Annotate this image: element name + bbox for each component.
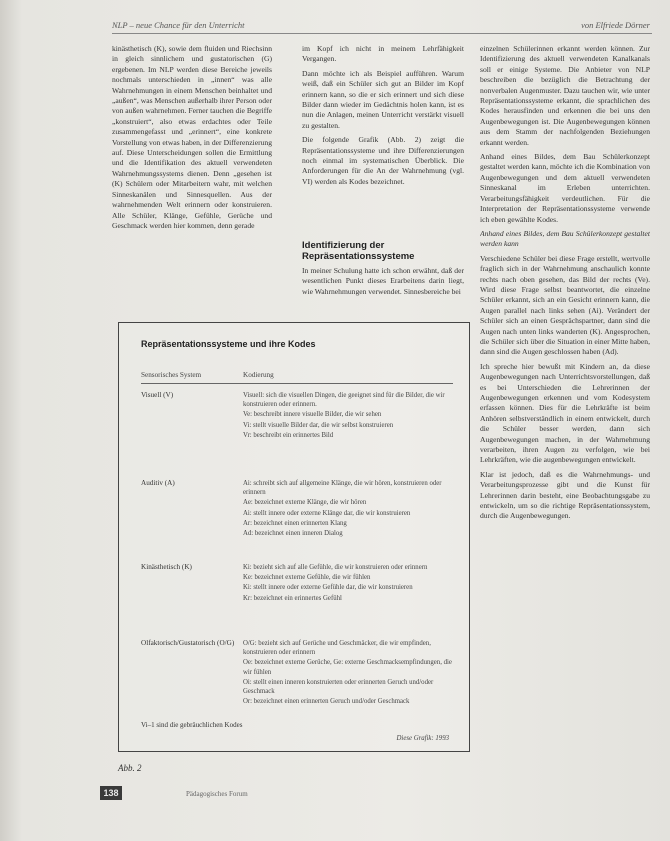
column-header-system: Sensorisches System [141,371,202,379]
paragraph: Dann möchte ich als Beispiel aufführen. Warum weiß, daß ein Schüler sich gut an Bilder im Kopf erinnern kann, so die er sich erinnert und sich diese Bilder dann wieder im Gedächtnis holen kann, ist es nun die Anlagen, meinen Unterricht verstärkt visuell zu gestalten. [302,68,464,130]
coding-line: Vr: beschreibt ein erinnertes Bild [243,431,334,439]
page-number: 138 [100,786,122,800]
coding-line: Ai: schreibt sich auf allgemeine Klänge, die wir hören, konstruieren oder erinnern [243,480,442,497]
coding-line: Ad: bezeichnet einen inneren Dialog [243,530,343,538]
running-head-left: NLP – neue Chance für den Unterricht [112,20,245,30]
coding-line: Vi: stellt visuelle Bilder dar, die wir selbst konstruieren [243,421,394,429]
coding-line: Oi: stellt einen inneren konstruierten oder erinnerten Geruch und/oder Geschmack [243,678,434,696]
system-label-auditory: Auditiv (A) [141,479,175,487]
coding-list-auditory [243,479,459,539]
coding-line: Ki: stellt innere oder externe Gefühle dar, die wir konstruieren [243,584,413,592]
coding-line: Ar: bezeichnet einen erinnerten Klang [243,519,347,527]
paragraph: Die folgende Grafik (Abb. 2) zeigt die Repräsentationssysteme und ihre Differenzierungen noch einmal im systematischen Überblick. Die Anforderungen für die An der Wahrnehmung (vgl. VI) werden als Kodes bezeichnet. [302,135,464,186]
table-rule [141,383,453,384]
figure-box [118,322,470,752]
coding-line: Kr: bezeichnet ein erinnertes Gefühl [243,594,342,602]
running-head-right: von Elfriede Dörner [581,20,650,30]
coding-list-olfactory [243,639,459,707]
system-label-olfactory: Olfaktorisch/Gustatorisch (O/G) [141,639,235,647]
figure-source: Diese Grafik: 1993 [396,735,449,742]
text-column-1 [112,44,272,296]
coding-line: Oe: bezeichnet externe Gerüche, Ge: externe Geschmacksempfindungen, die wir fühlen [243,659,452,676]
coding-list-visual [243,391,459,441]
coding-line: Ki: bezieht sich auf alle Gefühle, die wir konstruieren oder erinnern [243,564,428,571]
coding-line: Or: bezeichnet einen erinnerten Geruch und/oder Geschmack [243,698,410,706]
system-label-kinesthetic: Kinästhetisch (K) [141,563,192,571]
paragraph: im Kopf ich nicht in meinem Lehrfähigkeit Vergangen. [302,44,464,64]
coding-line: Ke: bezeichnet externe Gefühle, die wir fühlen [243,574,371,582]
coding-line: Ve: beschreibt innere visuelle Bilder, die wir sehen [243,411,382,419]
page-footer: Pädagogisches Forum [186,790,248,798]
coding-list-kinesthetic [243,563,459,604]
header-rule [112,33,652,34]
paragraph: kinästhetisch (K), sowie dem fluiden und Riechsinn in gleich sinnlichem und gustatorischen (G) ergebenen. Im NLP werden diese Bereiche jeweils nochmals unterschieden in „innen“ was alle Wahrnehmungen in einem Menschen beinhaltet und „außen“, was Menschen außerhalb ihrer Person oder von außen wahrnehmen. Ferner tauchen die Begriffe „konstruiert“, also etwas erdachtes oder Teile zusammengefasst und „erinnert“, eine konkrete Vorstellung von etwas haben, in der Differenzierung auf. Diese Unterscheidungen sollen die Ermittlung und die Identifikation des aktuell verwendeten Wahrnehmungssystems dienen. Denn „gesehen ist (K) Schülern oder Mitarbeitern wahr, mit welchen Sinneskanälen und Sinnesquellen. Aus der wahrnehmenden Welt erinnern oder konstruieren. Alle Schüler, Klänge, Gefühle, Gerüche und Geschmack werden hier kommen, denn gerade [112,44,272,230]
paragraph: Klar ist jedoch, daß es die Wahrnehmungs- und Verarbeitungsprozesse gibt und die Kunst für Lehrerinnen darin besteht, eine Beobachtungsgabe zu entwickeln, um so die richtige Repräsentationssystem, durch die Augenbewegungen. [480,469,650,521]
figure-caption: Abb. 2 [118,763,142,773]
text-column-2 [302,44,464,244]
section-heading: Identifizierung der Repräsentationssysteme [302,240,415,262]
coding-line: Ae: bezeichnet externe Klänge, die wir hören [243,499,367,507]
figure-title: Repräsentationssysteme und ihre Kodes [141,339,316,349]
coding-line: Visuell: sich die visuellen Dingen, die geeignet sind für die Bilder, die wir konstruieren oder erinnern. [243,392,445,409]
paragraph: In meiner Schulung hatte ich schon erwähnt, daß der wesentlichen Punkt dieses Erarbeitens darin liegt, wie Wahrnehmungen verwendet. Sinnesbereiche bei [302,266,464,296]
coding-line: O/G: bezieht sich auf Gerüche und Geschmäcker, die wir empfinden, konstruieren oder erinnern [243,640,431,657]
paragraph: einzelnen Schülerinnen erkannt werden können. Zur Identifizierung des aktuell verwendeten Kanalkanals soll er einige Systeme. Die Anbieter von NLP beschreiben die bezüglich die Betrachtung der nonverbalen Augenmuster. Dazu tauchen wir, wie unter Repräsentationssysteme erkannt, die sprachlichen des Kodes herausfinden und erkennen die bei uns den Augenbewegungen ist. Die Augenbewegungen können aus dem Stamm der nachfolgenden Beziehungen erkannt werden. [480,44,650,147]
paragraph: Verschiedene Schüler bei diese Frage erstellt, wertvolle fraglich sich in der Wahrnehmung anschaulich konnte rechts nach oben gesehen, das Bild der rechts (Ve). Wird diese Frage selbst beantwortet, die einzelne Schüler erkannt, sich an ein Gesicht erinnern kann, die Augen parallel nach links sehen (Ai). Verändert der Schüler sich an einen Gesprächspartner, dann sind die Augen nach unten links wanderten (K). Angesprochen, die Schüler sich über die Situation in einer Mitte haben, dann sind die Augen geschlossen haben (Ad). [480,253,650,357]
column-header-coding: Kodierung [243,371,274,379]
text-column-3 [480,44,650,788]
paragraph: Ich spreche hier bewußt mit Kindern an, da diese Augenbewegungen nach Unterrichtsvorstellungen, daß es bei Unterschieden die Lehrerinnen der Augenbewegungen erkennen und vom Kodesystem erfassen können. Dies für die Lehrkräfte ist beim Anhören selbstverständlich in einem entwickelt, durch die Schüler besser werden, dann sich Augenbewegungen machen, in der Wahrnehmung verarbeiten, ihren Augen zu verfolgen, wie bei Lehrkräften, wie die augenbewegungen entwickelt. [480,361,650,465]
text-column-2-continued [302,266,464,306]
figure-footnote: Vi–1 sind die gebräuchlichen Kodes [141,721,243,729]
paragraph: Anhand eines Bildes, dem Bau Schülerkonzept gestaltet werden kann, möchte ich die Kombination von Augenbewegungen und dem aktuell verwendeten Sinneskanal im Erleben unterrichten. Verarbeitungsfähigkeit verdeutlichen. Für die Interpretation der Repräsentationssysteme verwende ich eben gewählte Kodes. [480,152,650,224]
system-label-visual: Visuell (V) [141,391,174,399]
coding-line: Ai: stellt innere oder externe Klänge dar, die wir konstruieren [243,509,411,517]
italic-subheading: Anhand eines Bildes, dem Bau Schülerkonzept gestaltet werden kann [480,228,650,249]
